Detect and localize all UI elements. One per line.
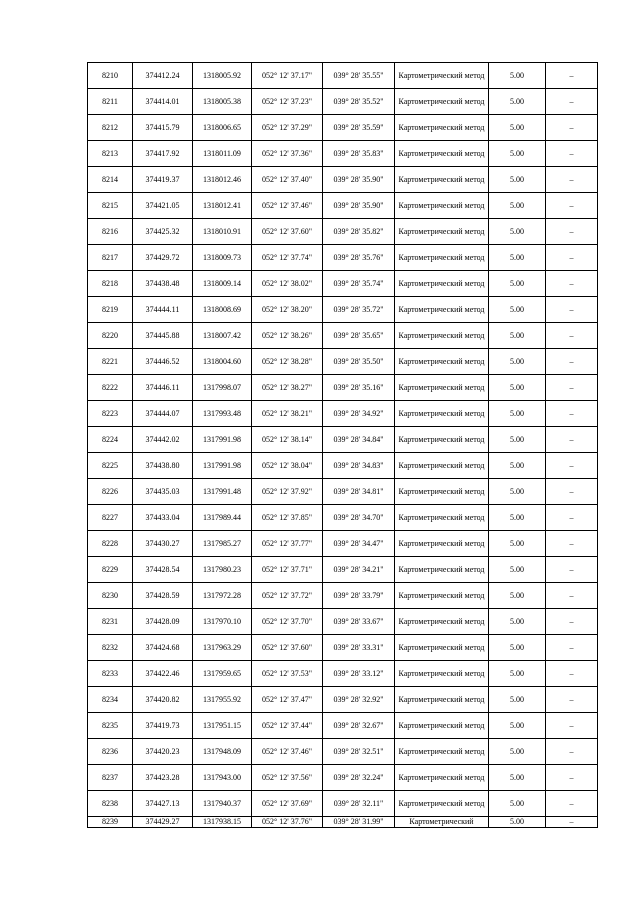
point-number-cell: 8233 (88, 661, 133, 687)
note-cell: – (546, 427, 598, 453)
longitude-cell: 039° 28' 32.67" (323, 713, 395, 739)
table-row (88, 739, 598, 765)
note-cell: – (546, 401, 598, 427)
accuracy-cell: 5.00 (489, 713, 546, 739)
latitude-cell: 052° 12' 37.44" (252, 713, 323, 739)
y-coordinate-cell: 1318010.91 (193, 219, 252, 245)
x-coordinate-cell: 374422.46 (133, 661, 193, 687)
x-coordinate-cell: 374419.73 (133, 713, 193, 739)
note-cell: – (546, 609, 598, 635)
note-cell: – (546, 245, 598, 271)
x-coordinate-cell: 374446.52 (133, 349, 193, 375)
longitude-cell: 039° 28' 32.92" (323, 687, 395, 713)
point-number-cell: 8236 (88, 739, 133, 765)
longitude-cell: 039° 28' 35.52" (323, 89, 395, 115)
y-coordinate-cell: 1317959.65 (193, 661, 252, 687)
accuracy-cell: 5.00 (489, 219, 546, 245)
point-number-cell: 8224 (88, 427, 133, 453)
latitude-cell: 052° 12' 37.53" (252, 661, 323, 687)
table-row (88, 193, 598, 219)
note-cell: – (546, 193, 598, 219)
method-cell: Картометрический метод (395, 583, 489, 609)
method-cell: Картометрический метод (395, 401, 489, 427)
longitude-cell: 039° 28' 35.74" (323, 271, 395, 297)
method-cell: Картометрический метод (395, 531, 489, 557)
point-number-cell: 8217 (88, 245, 133, 271)
note-cell: – (546, 63, 598, 89)
table-row (88, 167, 598, 193)
x-coordinate-cell: 374417.92 (133, 141, 193, 167)
accuracy-cell: 5.00 (489, 245, 546, 271)
table-row (88, 635, 598, 661)
longitude-cell: 039° 28' 35.59" (323, 115, 395, 141)
accuracy-cell: 5.00 (489, 271, 546, 297)
method-cell: Картометрический метод (395, 765, 489, 791)
y-coordinate-cell: 1318012.46 (193, 167, 252, 193)
latitude-cell: 052° 12' 38.26" (252, 323, 323, 349)
longitude-cell: 039° 28' 34.70" (323, 505, 395, 531)
y-coordinate-cell: 1318004.60 (193, 349, 252, 375)
x-coordinate-cell: 374414.01 (133, 89, 193, 115)
method-cell: Картометрический метод (395, 453, 489, 479)
method-cell: Картометрический метод (395, 713, 489, 739)
latitude-cell: 052° 12' 38.04" (252, 453, 323, 479)
note-cell: – (546, 583, 598, 609)
y-coordinate-cell: 1317998.07 (193, 375, 252, 401)
point-number-cell: 8225 (88, 453, 133, 479)
table-row (88, 817, 598, 828)
method-cell: Картометрический метод (395, 167, 489, 193)
note-cell: – (546, 297, 598, 323)
accuracy-cell: 5.00 (489, 323, 546, 349)
y-coordinate-cell: 1318008.69 (193, 297, 252, 323)
method-cell: Картометрический метод (395, 505, 489, 531)
point-number-cell: 8211 (88, 89, 133, 115)
accuracy-cell: 5.00 (489, 89, 546, 115)
x-coordinate-cell: 374444.07 (133, 401, 193, 427)
x-coordinate-cell: 374429.72 (133, 245, 193, 271)
table-row (88, 141, 598, 167)
table-body (88, 63, 598, 828)
point-number-cell: 8214 (88, 167, 133, 193)
table-row (88, 453, 598, 479)
y-coordinate-cell: 1317972.28 (193, 583, 252, 609)
latitude-cell: 052° 12' 37.17" (252, 63, 323, 89)
y-coordinate-cell: 1318009.14 (193, 271, 252, 297)
table-row (88, 479, 598, 505)
x-coordinate-cell: 374415.79 (133, 115, 193, 141)
method-cell: Картометрический метод (395, 271, 489, 297)
note-cell: – (546, 713, 598, 739)
note-cell: – (546, 323, 598, 349)
point-number-cell: 8219 (88, 297, 133, 323)
longitude-cell: 039° 28' 32.24" (323, 765, 395, 791)
accuracy-cell: 5.00 (489, 115, 546, 141)
point-number-cell: 8229 (88, 557, 133, 583)
table-row (88, 687, 598, 713)
point-number-cell: 8232 (88, 635, 133, 661)
coordinates-table (87, 62, 598, 828)
accuracy-cell: 5.00 (489, 791, 546, 817)
point-number-cell: 8223 (88, 401, 133, 427)
latitude-cell: 052° 12' 38.21" (252, 401, 323, 427)
accuracy-cell: 5.00 (489, 63, 546, 89)
point-number-cell: 8235 (88, 713, 133, 739)
accuracy-cell: 5.00 (489, 687, 546, 713)
y-coordinate-cell: 1318005.92 (193, 63, 252, 89)
point-number-cell: 8215 (88, 193, 133, 219)
table-row (88, 531, 598, 557)
point-number-cell: 8227 (88, 505, 133, 531)
x-coordinate-cell: 374424.68 (133, 635, 193, 661)
longitude-cell: 039° 28' 35.90" (323, 167, 395, 193)
x-coordinate-cell: 374430.27 (133, 531, 193, 557)
longitude-cell: 039° 28' 35.72" (323, 297, 395, 323)
method-cell: Картометрический метод (395, 89, 489, 115)
point-number-cell: 8231 (88, 609, 133, 635)
x-coordinate-cell: 374427.13 (133, 791, 193, 817)
x-coordinate-cell: 374438.48 (133, 271, 193, 297)
longitude-cell: 039° 28' 34.84" (323, 427, 395, 453)
longitude-cell: 039° 28' 34.81" (323, 479, 395, 505)
y-coordinate-cell: 1317991.98 (193, 453, 252, 479)
point-number-cell: 8230 (88, 583, 133, 609)
note-cell: – (546, 557, 598, 583)
point-number-cell: 8228 (88, 531, 133, 557)
note-cell: – (546, 219, 598, 245)
x-coordinate-cell: 374433.04 (133, 505, 193, 531)
y-coordinate-cell: 1317993.48 (193, 401, 252, 427)
point-number-cell: 8234 (88, 687, 133, 713)
latitude-cell: 052° 12' 37.72" (252, 583, 323, 609)
point-number-cell: 8218 (88, 271, 133, 297)
table-row (88, 375, 598, 401)
point-number-cell: 8212 (88, 115, 133, 141)
point-number-cell: 8210 (88, 63, 133, 89)
x-coordinate-cell: 374412.24 (133, 63, 193, 89)
x-coordinate-cell: 374419.37 (133, 167, 193, 193)
accuracy-cell: 5.00 (489, 193, 546, 219)
latitude-cell: 052° 12' 37.29" (252, 115, 323, 141)
point-number-cell: 8238 (88, 791, 133, 817)
longitude-cell: 039° 28' 34.21" (323, 557, 395, 583)
x-coordinate-cell: 374444.11 (133, 297, 193, 323)
latitude-cell: 052° 12' 37.46" (252, 193, 323, 219)
longitude-cell: 039° 28' 33.67" (323, 609, 395, 635)
table-row (88, 323, 598, 349)
accuracy-cell: 5.00 (489, 661, 546, 687)
longitude-cell: 039° 28' 33.12" (323, 661, 395, 687)
latitude-cell: 052° 12' 37.69" (252, 791, 323, 817)
accuracy-cell: 5.00 (489, 297, 546, 323)
point-number-cell: 8216 (88, 219, 133, 245)
latitude-cell: 052° 12' 37.92" (252, 479, 323, 505)
method-cell: Картометрический метод (395, 115, 489, 141)
latitude-cell: 052° 12' 38.02" (252, 271, 323, 297)
point-number-cell: 8226 (88, 479, 133, 505)
note-cell: – (546, 739, 598, 765)
note-cell: – (546, 791, 598, 817)
y-coordinate-cell: 1317991.48 (193, 479, 252, 505)
x-coordinate-cell: 374423.28 (133, 765, 193, 791)
longitude-cell: 039° 28' 35.16" (323, 375, 395, 401)
note-cell: – (546, 687, 598, 713)
table-row (88, 401, 598, 427)
table-row (88, 505, 598, 531)
note-cell: – (546, 375, 598, 401)
table-row (88, 557, 598, 583)
point-number-cell: 8220 (88, 323, 133, 349)
note-cell: – (546, 479, 598, 505)
table-row (88, 271, 598, 297)
accuracy-cell: 5.00 (489, 375, 546, 401)
method-cell: Картометрический метод (395, 375, 489, 401)
longitude-cell: 039° 28' 35.76" (323, 245, 395, 271)
x-coordinate-cell: 374425.32 (133, 219, 193, 245)
method-cell: Картометрический метод (395, 193, 489, 219)
x-coordinate-cell: 374445.88 (133, 323, 193, 349)
x-coordinate-cell: 374438.80 (133, 453, 193, 479)
note-cell: – (546, 635, 598, 661)
longitude-cell: 039° 28' 32.11" (323, 791, 395, 817)
y-coordinate-cell: 1317989.44 (193, 505, 252, 531)
accuracy-cell: 5.00 (489, 531, 546, 557)
point-number-cell: 8237 (88, 765, 133, 791)
accuracy-cell: 5.00 (489, 817, 546, 828)
longitude-cell: 039° 28' 35.65" (323, 323, 395, 349)
y-coordinate-cell: 1318011.09 (193, 141, 252, 167)
y-coordinate-cell: 1317955.92 (193, 687, 252, 713)
latitude-cell: 052° 12' 37.71" (252, 557, 323, 583)
note-cell: – (546, 167, 598, 193)
x-coordinate-cell: 374435.03 (133, 479, 193, 505)
table-row (88, 297, 598, 323)
table-row (88, 609, 598, 635)
method-cell: Картометрический метод (395, 739, 489, 765)
latitude-cell: 052° 12' 37.76" (252, 817, 323, 828)
method-cell: Картометрический метод (395, 661, 489, 687)
latitude-cell: 052° 12' 38.27" (252, 375, 323, 401)
y-coordinate-cell: 1318007.42 (193, 323, 252, 349)
latitude-cell: 052° 12' 38.20" (252, 297, 323, 323)
method-cell: Картометрический метод (395, 323, 489, 349)
y-coordinate-cell: 1317985.27 (193, 531, 252, 557)
method-cell: Картометрический метод (395, 635, 489, 661)
x-coordinate-cell: 374420.82 (133, 687, 193, 713)
table-row (88, 89, 598, 115)
method-cell: Картометрический метод (395, 219, 489, 245)
x-coordinate-cell: 374446.11 (133, 375, 193, 401)
y-coordinate-cell: 1317940.37 (193, 791, 252, 817)
point-number-cell: 8221 (88, 349, 133, 375)
method-cell: Картометрический метод (395, 479, 489, 505)
note-cell: – (546, 453, 598, 479)
table-row (88, 427, 598, 453)
accuracy-cell: 5.00 (489, 739, 546, 765)
latitude-cell: 052° 12' 37.85" (252, 505, 323, 531)
longitude-cell: 039° 28' 34.92" (323, 401, 395, 427)
longitude-cell: 039° 28' 33.31" (323, 635, 395, 661)
longitude-cell: 039° 28' 31.99" (323, 817, 395, 828)
longitude-cell: 039° 28' 34.47" (323, 531, 395, 557)
method-cell: Картометрический метод (395, 609, 489, 635)
y-coordinate-cell: 1318009.73 (193, 245, 252, 271)
note-cell: – (546, 271, 598, 297)
latitude-cell: 052° 12' 37.23" (252, 89, 323, 115)
longitude-cell: 039° 28' 35.90" (323, 193, 395, 219)
longitude-cell: 039° 28' 32.51" (323, 739, 395, 765)
note-cell: – (546, 661, 598, 687)
method-cell: Картометрический (395, 817, 489, 828)
method-cell: Картометрический метод (395, 791, 489, 817)
table-row (88, 245, 598, 271)
point-number-cell: 8239 (88, 817, 133, 828)
note-cell: – (546, 349, 598, 375)
latitude-cell: 052° 12' 37.60" (252, 635, 323, 661)
table-row (88, 713, 598, 739)
latitude-cell: 052° 12' 37.77" (252, 531, 323, 557)
note-cell: – (546, 531, 598, 557)
x-coordinate-cell: 374428.59 (133, 583, 193, 609)
table-row (88, 219, 598, 245)
longitude-cell: 039° 28' 35.55" (323, 63, 395, 89)
y-coordinate-cell: 1318006.65 (193, 115, 252, 141)
y-coordinate-cell: 1317980.23 (193, 557, 252, 583)
latitude-cell: 052° 12' 37.47" (252, 687, 323, 713)
latitude-cell: 052° 12' 38.14" (252, 427, 323, 453)
accuracy-cell: 5.00 (489, 765, 546, 791)
accuracy-cell: 5.00 (489, 401, 546, 427)
accuracy-cell: 5.00 (489, 453, 546, 479)
method-cell: Картометрический метод (395, 297, 489, 323)
x-coordinate-cell: 374420.23 (133, 739, 193, 765)
y-coordinate-cell: 1318005.38 (193, 89, 252, 115)
x-coordinate-cell: 374429.27 (133, 817, 193, 828)
x-coordinate-cell: 374428.09 (133, 609, 193, 635)
accuracy-cell: 5.00 (489, 167, 546, 193)
longitude-cell: 039° 28' 35.50" (323, 349, 395, 375)
accuracy-cell: 5.00 (489, 141, 546, 167)
method-cell: Картометрический метод (395, 687, 489, 713)
note-cell: – (546, 765, 598, 791)
accuracy-cell: 5.00 (489, 583, 546, 609)
longitude-cell: 039° 28' 33.79" (323, 583, 395, 609)
y-coordinate-cell: 1317943.00 (193, 765, 252, 791)
table-row (88, 583, 598, 609)
point-number-cell: 8222 (88, 375, 133, 401)
y-coordinate-cell: 1317951.15 (193, 713, 252, 739)
method-cell: Картометрический метод (395, 141, 489, 167)
note-cell: – (546, 89, 598, 115)
y-coordinate-cell: 1317991.98 (193, 427, 252, 453)
latitude-cell: 052° 12' 37.70" (252, 609, 323, 635)
x-coordinate-cell: 374442.02 (133, 427, 193, 453)
accuracy-cell: 5.00 (489, 635, 546, 661)
point-number-cell: 8213 (88, 141, 133, 167)
document-page (87, 62, 597, 841)
longitude-cell: 039° 28' 34.83" (323, 453, 395, 479)
accuracy-cell: 5.00 (489, 505, 546, 531)
note-cell: – (546, 141, 598, 167)
method-cell: Картометрический метод (395, 245, 489, 271)
note-cell: – (546, 505, 598, 531)
note-cell: – (546, 817, 598, 828)
latitude-cell: 052° 12' 37.74" (252, 245, 323, 271)
latitude-cell: 052° 12' 37.60" (252, 219, 323, 245)
method-cell: Картометрический метод (395, 63, 489, 89)
latitude-cell: 052° 12' 37.56" (252, 765, 323, 791)
latitude-cell: 052° 12' 37.36" (252, 141, 323, 167)
method-cell: Картометрический метод (395, 349, 489, 375)
y-coordinate-cell: 1318012.41 (193, 193, 252, 219)
accuracy-cell: 5.00 (489, 479, 546, 505)
table-row (88, 349, 598, 375)
table-row (88, 791, 598, 817)
note-cell: – (546, 115, 598, 141)
y-coordinate-cell: 1317938.15 (193, 817, 252, 828)
latitude-cell: 052° 12' 37.46" (252, 739, 323, 765)
y-coordinate-cell: 1317963.29 (193, 635, 252, 661)
table-row (88, 115, 598, 141)
longitude-cell: 039° 28' 35.83" (323, 141, 395, 167)
method-cell: Картометрический метод (395, 427, 489, 453)
latitude-cell: 052° 12' 37.40" (252, 167, 323, 193)
y-coordinate-cell: 1317970.10 (193, 609, 252, 635)
table-row (88, 765, 598, 791)
accuracy-cell: 5.00 (489, 427, 546, 453)
y-coordinate-cell: 1317948.09 (193, 739, 252, 765)
method-cell: Картометрический метод (395, 557, 489, 583)
table-row (88, 661, 598, 687)
table-row (88, 63, 598, 89)
x-coordinate-cell: 374421.05 (133, 193, 193, 219)
x-coordinate-cell: 374428.54 (133, 557, 193, 583)
accuracy-cell: 5.00 (489, 557, 546, 583)
accuracy-cell: 5.00 (489, 609, 546, 635)
accuracy-cell: 5.00 (489, 349, 546, 375)
longitude-cell: 039° 28' 35.82" (323, 219, 395, 245)
latitude-cell: 052° 12' 38.28" (252, 349, 323, 375)
